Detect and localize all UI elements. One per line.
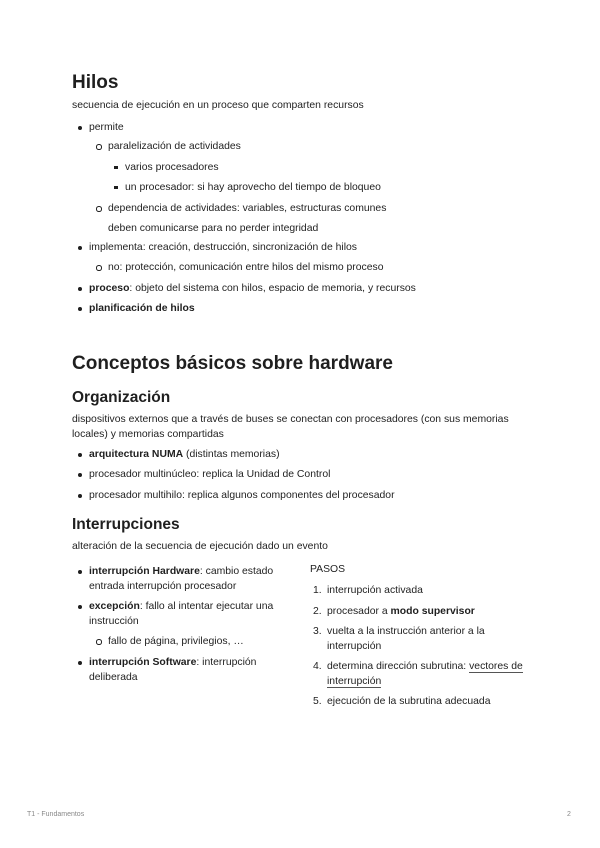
item-bold: interrupción Software: [89, 657, 197, 668]
section-title-hilos: Hilos: [72, 72, 119, 93]
list-item: [89, 281, 416, 296]
item-text: procesador multinúcleo: replica la Unidad de Control: [89, 469, 331, 480]
list-item: [89, 564, 294, 594]
organizacion-description: [72, 412, 509, 442]
link-vectores-de-interrupcion[interactable]: interrupción: [327, 676, 382, 687]
item-text: dependencia de actividades: variables, estructuras comunes: [108, 203, 387, 214]
list-item: [313, 583, 423, 598]
list-item: [89, 447, 280, 462]
list-item: [313, 659, 537, 689]
step-number: 4.: [313, 661, 322, 672]
hilos-description: secuencia de ejecución en un proceso que comparten recursos: [72, 100, 364, 111]
item-text: : fallo al intentar ejecutar una: [139, 601, 274, 612]
step-number: 2.: [313, 606, 322, 617]
interrupciones-description: alteración de la secuencia de ejecución dado un evento: [72, 541, 328, 552]
step-number: 5.: [313, 696, 322, 707]
item-text: vuelta a la instrucción anterior a la: [327, 626, 485, 637]
list-item: [89, 467, 330, 482]
item-bold: modo supervisor: [390, 606, 475, 617]
pasos-title: PASOS: [310, 564, 346, 575]
item-text: interrupción: [327, 641, 382, 652]
list-item: [89, 599, 294, 629]
item-text: permite: [89, 122, 124, 133]
step-number: 3.: [313, 626, 322, 637]
list-item: [313, 604, 475, 619]
item-bold: excepción: [89, 601, 140, 612]
item-text: : interrupción: [196, 657, 257, 668]
item-text: determina dirección subrutina:: [327, 661, 470, 672]
list-item: [89, 120, 124, 135]
item-text: entrada interrupción procesador: [89, 581, 237, 592]
link-vectores-de-interrupcion[interactable]: vectores de: [469, 661, 523, 672]
item-text: procesador multihilo: replica algunos componentes del procesador: [89, 490, 395, 501]
item-text: procesador a: [327, 606, 391, 617]
subsection-title-interrupciones: Interrupciones: [72, 516, 180, 533]
page-number: 2: [567, 811, 571, 818]
item-text: instrucción: [89, 616, 139, 627]
footer-label: T1 - Fundamentos: [27, 811, 85, 818]
item-bold: interrupción Hardware: [89, 566, 200, 577]
item-text: no: protección, comunicación entre hilos del mismo proceso: [108, 262, 384, 273]
list-item: [89, 488, 395, 503]
subsection-title-organizacion: Organización: [72, 389, 171, 406]
item-bold: planificación de hilos: [89, 303, 195, 314]
item-text: : objeto del sistema con hilos, espacio de memoria, y recursos: [129, 283, 416, 294]
item-text: interrupción activada: [327, 585, 423, 596]
list-item: [108, 260, 384, 275]
list-item: [125, 160, 219, 175]
list-item: [313, 624, 532, 654]
list-item: [313, 694, 491, 709]
item-text: fallo de página, privilegios, …: [108, 636, 244, 647]
list-item: [108, 139, 241, 154]
item-bold: proceso: [89, 283, 130, 294]
item-text: ejecución de la subrutina adecuada: [327, 696, 491, 707]
item-text: varios procesadores: [125, 162, 219, 173]
step-number: 1.: [313, 585, 322, 596]
item-text: paralelización de actividades: [108, 141, 241, 152]
list-item: [125, 180, 381, 195]
item-text: un procesador: si hay aprovecho del tiempo de bloqueo: [125, 182, 381, 193]
list-item: [89, 240, 357, 255]
item-text: : cambio estado: [199, 566, 274, 577]
item-text: deben comunicarse para no perder integridad: [108, 223, 319, 234]
desc-line: dispositivos externos que a través de buses se conectan con procesadores (con sus memorias: [72, 414, 509, 425]
list-item: [89, 655, 294, 685]
list-item: [108, 201, 386, 236]
item-text: implementa: creación, destrucción, sincronización de hilos: [89, 242, 357, 253]
section-title-hardware: Conceptos básicos sobre hardware: [72, 353, 393, 374]
desc-line: locales) y memorias compartidas: [72, 429, 224, 440]
item-text: (distintas memorias): [183, 449, 280, 460]
item-text: deliberada: [89, 672, 138, 683]
item-bold: arquitectura NUMA: [89, 449, 184, 460]
list-item: [89, 301, 195, 316]
list-item: [108, 634, 244, 649]
